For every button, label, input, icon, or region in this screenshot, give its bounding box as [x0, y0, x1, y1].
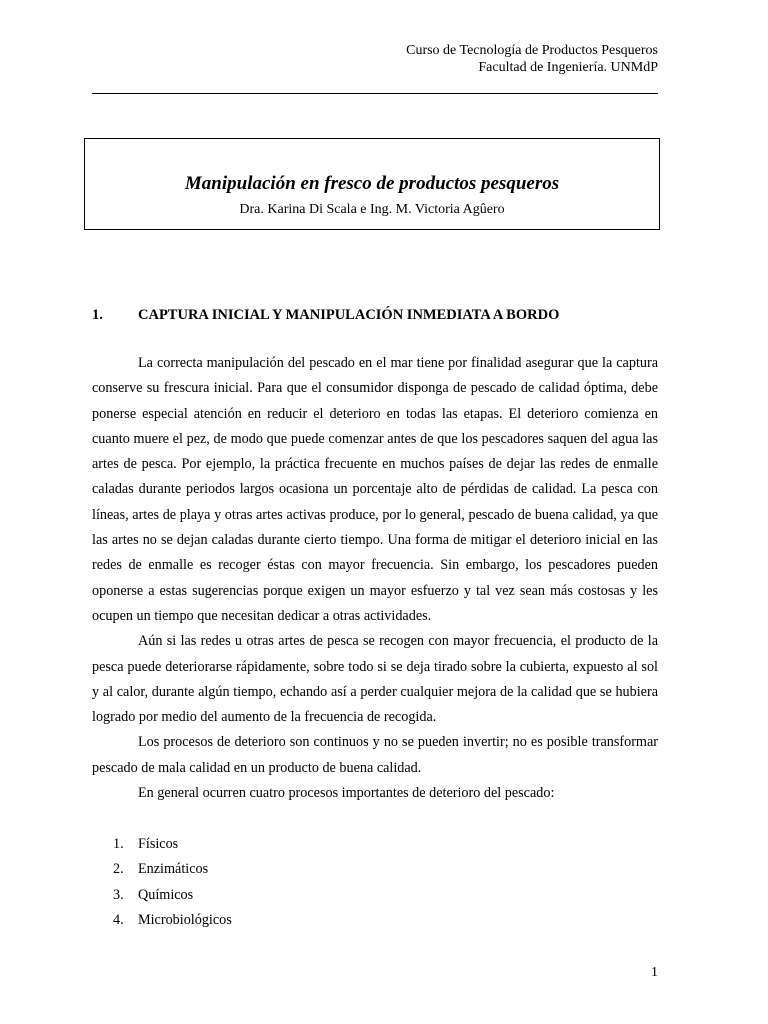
- list-text: Microbiológicos: [138, 911, 232, 928]
- list-text: Químicos: [138, 886, 194, 903]
- paragraph: En general ocurren cuatro procesos importantes de deterioro del pescado:: [138, 785, 555, 802]
- page-header: [406, 42, 658, 76]
- header-course: Curso de Tecnología de Productos Pesqueros: [406, 43, 658, 58]
- list-item: [92, 832, 658, 857]
- list-number: 4.: [113, 911, 124, 928]
- document-authors: Dra. Karina Di Scala e Ing. M. Victoria Agûero: [239, 202, 505, 217]
- section-heading: [92, 306, 658, 324]
- document-title: Manipulación en fresco de productos pesqueros: [184, 173, 560, 194]
- paragraph: La correcta manipulación del pescado en el mar tiene por finalidad asegurar que la captura conserve su frescura inicial. Para que el consumidor disponga de pescado de calidad óptima, debe ponerse especial atención en reducir el deterioro en todas las etapas. El deterioro comienza en cuanto muere el pez, de modo que puede comenzar antes de que los pescadores saquen del agua las artes de pesca. Por ejemplo, la práctica frecuente en muchos países de dejar las redes de enmalle caladas durante periodos largos ocasiona un porcentaje alto de pérdidas de calidad. La pesca con líneas, artes de playa y otras artes activas produce, por lo general, pescado de buena calidad, ya que las artes no se dejan caladas durante cierto tiempo. Una forma de mitigar el deterioro inicial en las redes de enmalle es recoger éstas con mayor frecuencia. Sin embargo, los pescadores pueden oponerse a estas sugerencias porque exigen un mayor esfuerzo y tal vez sean más costosas y les ocupen un tiempo que necesitan dedicar a otras actividades.: [92, 355, 658, 624]
- header-rule: [92, 93, 658, 94]
- section-number: 1.: [92, 307, 103, 323]
- body-text: [92, 351, 658, 806]
- list-text: Enzimáticos: [138, 861, 209, 878]
- title-box: [84, 138, 660, 230]
- header-faculty: Facultad de Ingeniería. UNMdP: [478, 60, 658, 75]
- list-number: 1.: [113, 836, 124, 852]
- list-item: [92, 857, 658, 882]
- deterioration-process-list: [92, 832, 658, 933]
- list-item: [92, 908, 658, 933]
- paragraph: Los procesos de deterioro son continuos y no se pueden invertir; no es posible transformar pescado de mala calidad en un producto de buena calidad.: [92, 734, 658, 776]
- list-number: 3.: [113, 886, 124, 903]
- list-number: 2.: [113, 861, 124, 878]
- section-title: CAPTURA INICIAL Y MANIPULACIÓN INMEDIATA A BORDO: [138, 307, 560, 323]
- list-item: [92, 883, 658, 908]
- paragraph: Aún si las redes u otras artes de pesca se recogen con mayor frecuencia, el producto de la pesca puede deteriorarse rápidamente, sobre todo si se deja tirado sobre la cubierta, expuesto al sol y al calor, durante algún tiempo, echando así a perder cualquier mejora de la calidad que se hubiera logrado por medio del aumento de la frecuencia de recogida.: [92, 633, 658, 726]
- page-number: 1: [651, 965, 658, 980]
- list-text: Físicos: [138, 836, 179, 852]
